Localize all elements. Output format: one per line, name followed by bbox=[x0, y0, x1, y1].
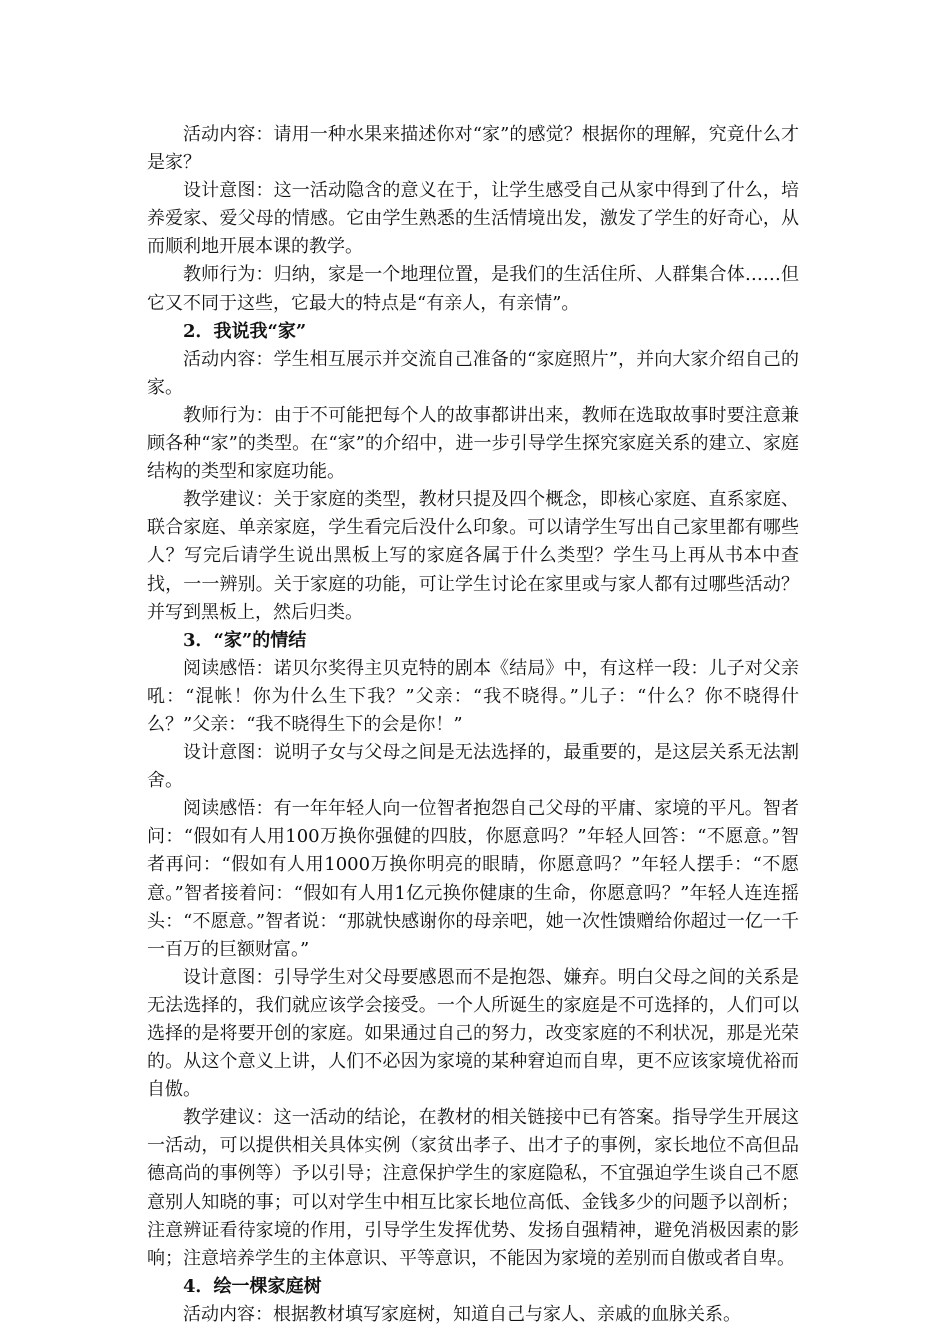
paragraph-design-intent-3: 设计意图：引导学生对父母要感恩而不是抱怨、嫌弃。明白父母之间的关系是无法选择的，我们就应该学会接受。一个人所诞生的家庭是不可选择的，人们可以选择的是将要开创的家庭。如果通过自己的努力，改变家庭的不利状况，那是光荣的。从这个意义上讲，人们不必因为家境的某种窘迫而自卑，更不应该家境优裕而自傲。 bbox=[147, 966, 799, 1101]
section-heading-2: 2．我说我“家” bbox=[183, 320, 307, 342]
paragraph-design-intent-1: 设计意图：这一活动隐含的意义在于，让学生感受自己从家中得到了什么，培养爱家、爱父母的情感。它由学生熟悉的生活情境出发，激发了学生的好奇心，从而顺利地开展本课的教学。 bbox=[147, 180, 799, 258]
paragraph-teaching-suggestion-2: 教学建议：这一活动的结论，在教材的相关链接中已有答案。指导学生开展这一活动，可以提供相关具体实例（家贫出孝子、出才子的事例，家长地位不高但品德高尚的事例等）予以引导；注意保护学生的家庭隐私，不宜强迫学生谈自己不愿意别人知晓的事；可以对学生中相互比家长地位高低、金钱多少的问题予以剖析；注意辨证看待家境的作用，引导学生发挥优势、发扬自强精神，避免消极因素的影响；注意培养学生的主体意识、平等意识，不能因为家境的差别而自傲或者自卑。 bbox=[147, 1107, 799, 1269]
paragraph-activity-photos: 活动内容：学生相互展示并交流自己准备的“家庭照片”，并向大家介绍自己的家。 bbox=[147, 348, 799, 398]
paragraph-activity-family-tree: 活动内容：根据教材填写家庭树，知道自己与家人、亲戚的血脉关系。 bbox=[183, 1303, 741, 1325]
section-heading-4: 4．绘一棵家庭树 bbox=[183, 1275, 322, 1297]
paragraph-teacher-action-2: 教师行为：由于不可能把每个人的故事都讲出来，教师在选取故事时要注意兼顾各种“家”的类型。在“家”的介绍中，进一步引导学生探究家庭关系的建立、家庭结构的类型和家庭功能。 bbox=[147, 404, 799, 483]
section-heading-3: 3．“家”的情结 bbox=[183, 629, 307, 651]
paragraph-design-intent-2: 设计意图：说明子女与父母之间是无法选择的，最重要的，是这层关系无法割舍。 bbox=[147, 742, 799, 792]
document-page bbox=[147, 121, 799, 1329]
paragraph-teacher-action-1: 教师行为：归纳，家是一个地理位置，是我们的生活住所、人群集合体……但它又不同于这些，它最大的特点是“有亲人，有亲情”。 bbox=[147, 264, 799, 314]
paragraph-reading-1: 阅读感悟：诺贝尔奖得主贝克特的剧本《结局》中，有这样一段：儿子对父亲吼：“混帐！你为什么生下我？”父亲：“我不晓得。”儿子：“什么？你不晓得什么？”父亲：“我不晓得生下的会是你！” bbox=[147, 657, 799, 735]
paragraph-activity-fruit: 活动内容：请用一种水果来描述你对“家”的感觉？根据你的理解，究竟什么才是家？ bbox=[147, 124, 799, 174]
paragraph-reading-2: 阅读感悟：有一年年轻人向一位智者抱怨自己父母的平庸、家境的平凡。智者问：“假如有人用100万换你强健的四肢，你愿意吗？”年轻人回答：“不愿意。”智者再问：“假如有人用1000万换你明亮的眼睛，你愿意吗？”年轻人摆手：“不愿意。”智者接着问：“假如有人用1亿元换你健康的生命，你愿意吗？”年轻人连连摇头：“不愿意。”智者说：“那就快感谢你的母亲吧，她一次性馈赠给你超过一亿一千一百万的巨额财富。” bbox=[147, 798, 799, 960]
paragraph-teaching-suggestion-1: 教学建议：关于家庭的类型，教材只提及四个概念，即核心家庭、直系家庭、联合家庭、单亲家庭，学生看完后没什么印象。可以请学生写出自己家里都有哪些人？写完后请学生说出黑板上写的家庭各属于什么类型？学生马上再从书本中查找，一一辨别。关于家庭的功能，可让学生讨论在家里或与家人都有过哪些活动？并写到黑板上，然后归类。 bbox=[147, 489, 799, 623]
